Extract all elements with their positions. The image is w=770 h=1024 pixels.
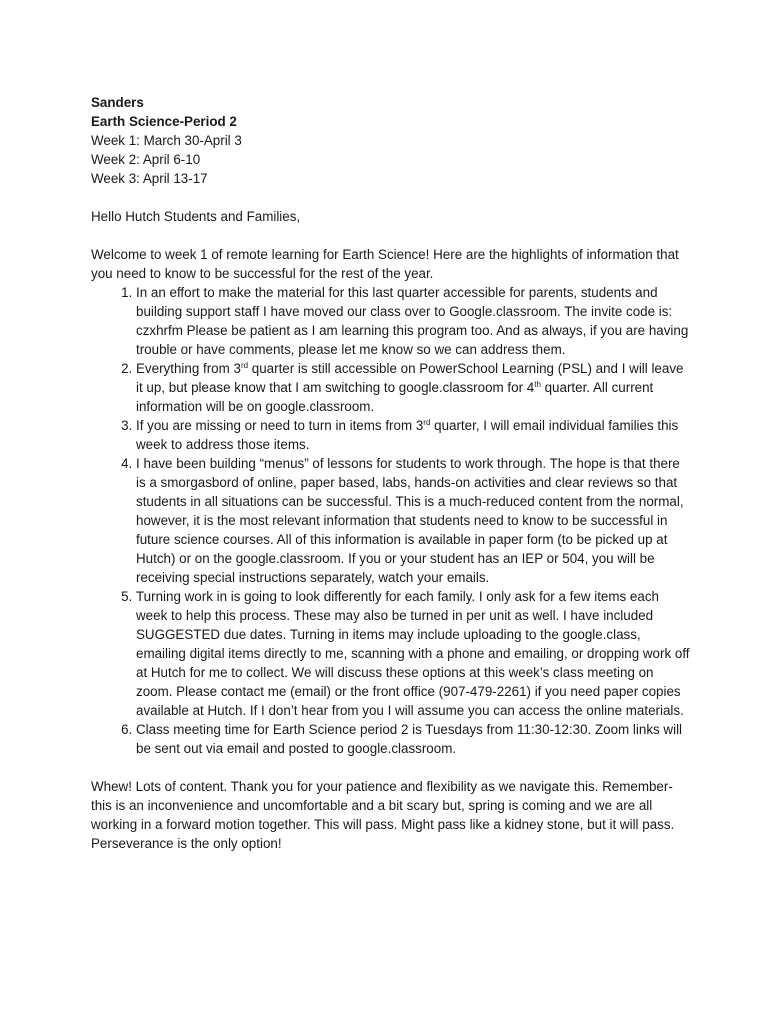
list-item [136, 454, 691, 587]
item-text: quarter, I will email individual families this week to address those items. [136, 418, 679, 452]
item-text: quarter. All current information will be on google.classroom. [136, 380, 654, 414]
item-text: In an effort to make the material for this last quarter accessible for parents, students and building support staff I have moved our class over to Google.classroom. The invite code is: czxhrfm Please be patient as I am learning this program too. And as always, if you are having trouble or have comments, please let me know so we can address them. [136, 285, 689, 357]
list-item [136, 283, 691, 359]
item-text: Class meeting time for Earth Science period 2 is Tuesdays from 11:30-12:30. Zoom links will be sent out via email and posted to google.classroom. [136, 722, 683, 756]
item-text: Everything from 3 [136, 361, 241, 376]
week-1: Week 1: March 30-April 3 [91, 133, 242, 148]
item-text: quarter is still accessible on PowerSchool Learning (PSL) and I will leave it up, but please know that I am switching to google.classroom for 4 [136, 361, 684, 395]
list-item [136, 359, 691, 416]
greeting: Hello Hutch Students and Families, [91, 209, 301, 224]
intro-paragraph: Welcome to week 1 of remote learning for Earth Science! Here are the highlights of information that you need to know to be successful for the rest of the year. [91, 247, 679, 281]
item-text: Turning work in is going to look differently for each family. I only ask for a few items each week to help this process. These may also be turned in per unit as well. I have included SUGGESTED due dates. Turning in items may include uploading to the google.class, emailing digital items directly to me, scanning with a phone and emailing, or dropping work off at Hutch for me to collect. We will discuss these options at this week’s class meeting on zoom. Please contact me (email) or the front office (907-479-2261) if you need paper copies available at Hutch. If I don’t hear from you I will assume you can access the online materials. [136, 589, 690, 718]
teacher-name: Sanders [91, 95, 144, 110]
list-item [136, 416, 691, 454]
ordinal-suffix: rd [423, 418, 431, 427]
letter [91, 93, 691, 853]
ordinal-suffix: rd [240, 361, 249, 370]
course-title: Earth Science-Period 2 [91, 114, 237, 129]
week-2: Week 2: April 6-10 [91, 152, 201, 167]
ordinal-suffix: th [534, 380, 541, 389]
week-3: Week 3: April 13-17 [91, 171, 208, 186]
item-text: I have been building “menus” of lessons for students to work through. The hope is that there is a smorgasbord of online, paper based, labs, hands-on activities and clear reviews so that students in all situations can be successful. This is a much-reduced content from the normal, however, it is the most relevant information that students need to know to be successful in future science courses. All of this information is available in paper form (to be picked up at Hutch) or on the google.classroom. If you or your student has an IEP or 504, you will be receiving special instructions separately, watch your emails. [136, 456, 684, 585]
list-item [136, 587, 691, 720]
closing-paragraph: Whew! Lots of content. Thank you for your patience and flexibility as we navigate this. Remember-this is an inconvenience and uncomfortable and a bit scary but, spring is coming and we are all working in a forward motion together. This will pass. Might pass like a kidney stone, but it will pass. Perseverance is the only option! [91, 779, 675, 851]
item-text: If you are missing or need to turn in items from 3 [136, 418, 424, 433]
highlights-list [91, 283, 691, 758]
list-item [136, 720, 691, 758]
